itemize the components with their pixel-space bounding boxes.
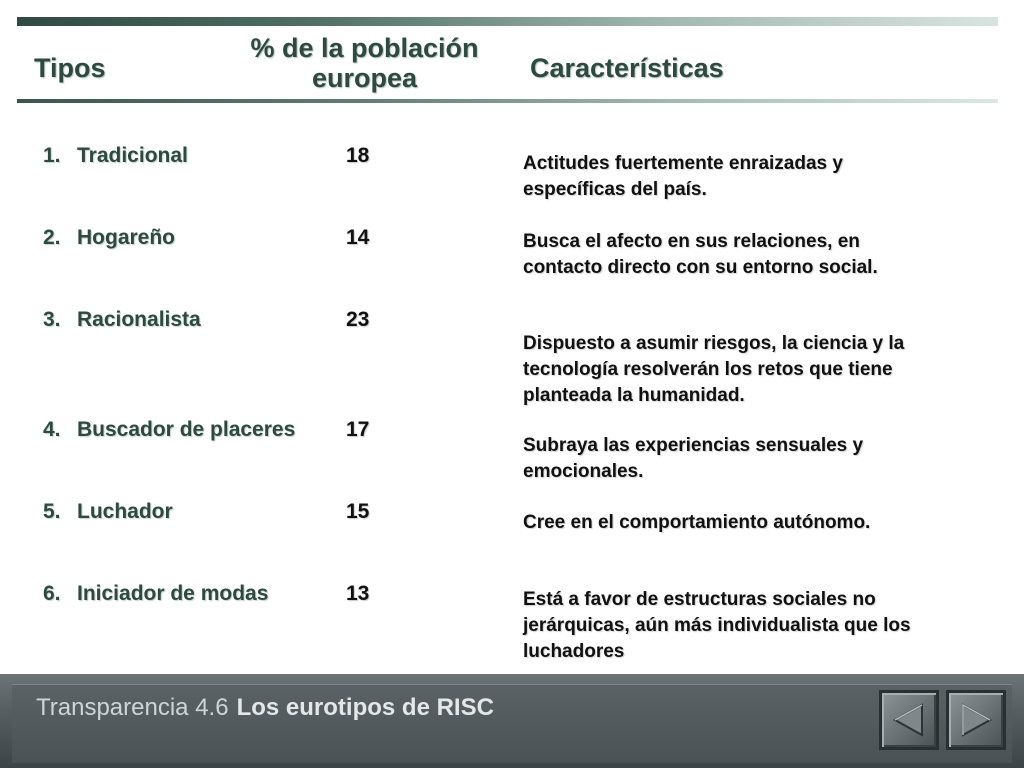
pct-value: 13 <box>346 582 370 605</box>
tipo-number: 1. <box>43 144 61 167</box>
tipo-number: 6. <box>43 582 61 605</box>
next-slide-button[interactable] <box>946 690 1006 750</box>
tipo-number: 4. <box>43 418 61 441</box>
header-poblacion: % de la población europea <box>250 33 479 93</box>
pct-value: 14 <box>346 226 370 249</box>
triangle-left-icon <box>882 693 936 747</box>
tipo-name: Buscador de placeres <box>77 418 296 441</box>
tipo-row <box>43 418 295 442</box>
previous-slide-button[interactable] <box>879 690 939 750</box>
triangle-right-icon <box>949 693 1003 747</box>
tipo-row <box>43 582 268 606</box>
tipo-name: Luchador <box>77 500 173 523</box>
pct-value: 18 <box>346 144 370 167</box>
tipo-row <box>43 144 188 168</box>
header-divider <box>17 99 998 103</box>
tipo-number: 3. <box>43 308 61 331</box>
footer-caption <box>36 694 494 722</box>
tipo-name: Racionalista <box>77 308 201 331</box>
tipo-row <box>43 226 175 250</box>
header-caracteristicas: Características <box>530 53 724 83</box>
tipo-name: Hogareño <box>77 226 176 249</box>
pct-value: 15 <box>346 500 370 523</box>
tipo-row <box>43 500 173 524</box>
pct-value: 23 <box>346 308 370 331</box>
desc-text: Busca el afecto en sus relaciones, en contacto directo con su entorno social. <box>523 231 878 278</box>
footer-title: Los eurotipos de RISC <box>236 694 494 721</box>
desc-text: Dispuesto a asumir riesgos, la ciencia y la tecnología resolverán los retos que tiene planteada la humanidad. <box>523 333 905 406</box>
header-tipos: Tipos <box>34 53 106 83</box>
footer-label: Transparencia 4.6 <box>36 694 229 721</box>
desc-text: Cree en el comportamiento autónomo. <box>523 512 871 533</box>
pct-value: 17 <box>346 418 370 441</box>
desc-text: Subraya las experiencias sensuales y emocionales. <box>523 435 864 482</box>
desc-text: Está a favor de estructuras sociales no jerárquicas, aún más individualista que los luchadores <box>523 589 911 662</box>
desc-text: Actitudes fuertemente enraizadas y específicas del país. <box>523 153 843 200</box>
tipo-name: Tradicional <box>77 144 188 167</box>
tipo-name: Iniciador de modas <box>77 582 269 605</box>
top-divider <box>17 17 998 26</box>
tipo-number: 5. <box>43 500 61 523</box>
tipo-row <box>43 308 201 332</box>
tipo-number: 2. <box>43 226 61 249</box>
